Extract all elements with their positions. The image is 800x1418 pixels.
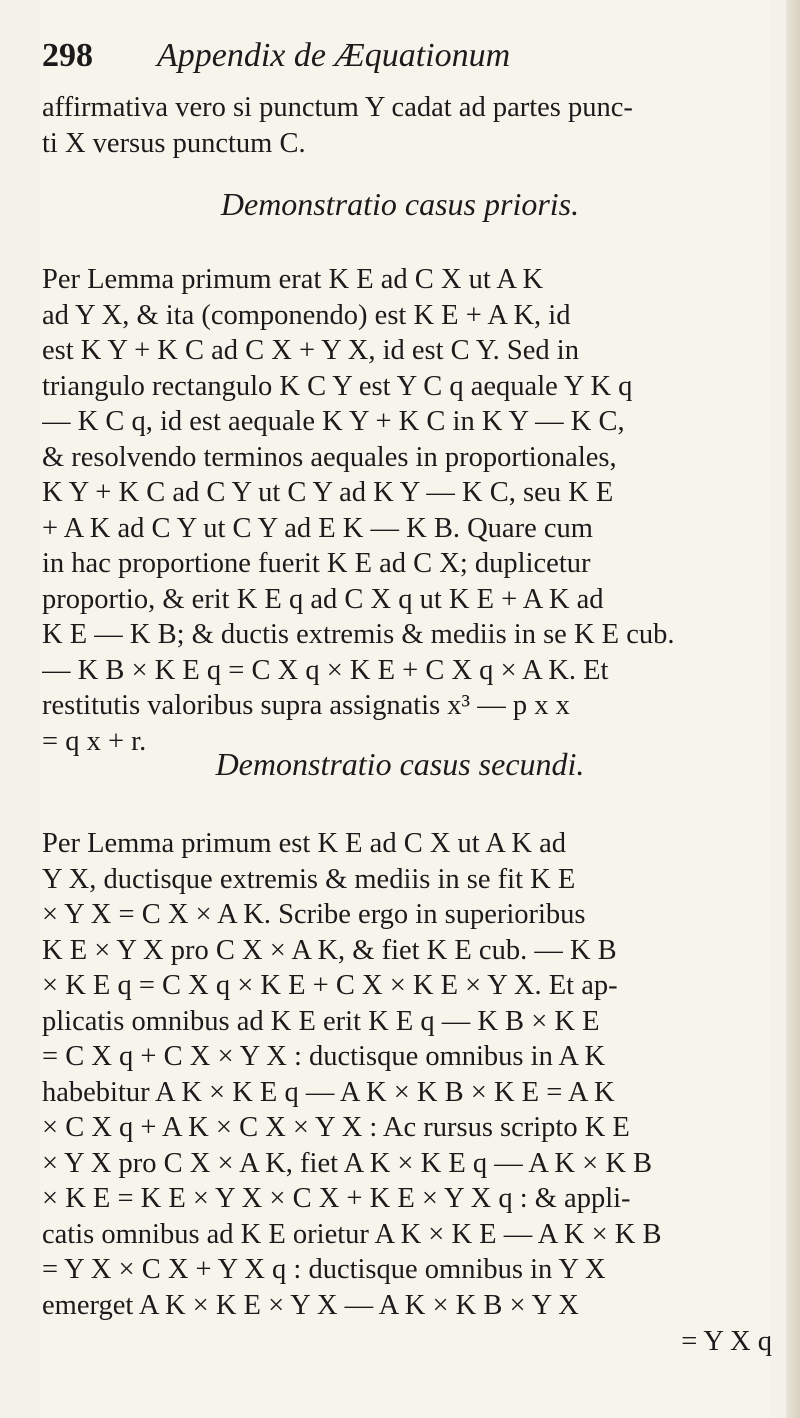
text-line: × Y X pro C X × A K, fiet A K × K E q — A K × K B bbox=[42, 1147, 653, 1179]
running-head: Appendix de Æquationum bbox=[157, 37, 511, 74]
text-line: = C X q + C X × Y X : ductisque omnibus in A K bbox=[42, 1041, 606, 1072]
text-line: ad Y X, & ita (componendo) est K E + A K, id bbox=[42, 299, 571, 331]
text-line: & resolvendo terminos aequales in proportionales, bbox=[42, 441, 617, 473]
final-line: = Y X q bbox=[681, 1326, 772, 1357]
text-line: Per Lemma primum est K E ad C X ut A K ad bbox=[42, 828, 567, 859]
text-line: restitutis valoribus supra assignatis x³ — p x x bbox=[42, 690, 570, 721]
text-line: est K Y + K C ad C X + Y X, id est C Y. Sed in bbox=[42, 335, 579, 366]
text-line: ti X versus punctum C. bbox=[42, 127, 306, 159]
page-number: 298 bbox=[42, 37, 93, 74]
text-line: habebitur A K × K E q — A K × K B × K E = A K bbox=[42, 1076, 615, 1108]
text-line: × C X q + A K × C X × Y X : Ac rursus scripto K E bbox=[42, 1112, 630, 1143]
paragraph-case-prior bbox=[42, 262, 742, 759]
text-line: plicatis omnibus ad K E erit K E q — K B × K E bbox=[42, 1005, 600, 1037]
text-line: K E — K B; & ductis extremis & mediis in se K E cub. bbox=[42, 619, 675, 650]
text-line: = q x + r. bbox=[42, 725, 147, 757]
text-line: K E × Y X pro C X × A K, & fiet K E cub. — K B bbox=[42, 934, 617, 966]
paragraph-case-second bbox=[42, 826, 742, 1323]
text-line: × K E = K E × Y X × C X + K E × Y X q : & appli- bbox=[42, 1183, 631, 1214]
text-line: = Y X × C X + Y X q : ductisque omnibus in Y X bbox=[42, 1254, 606, 1285]
text-line: × K E q = C X q × K E + C X × K E × Y X. Et ap- bbox=[42, 970, 618, 1001]
text-line: in hac proportione fuerit K E ad C X; duplicetur bbox=[42, 548, 591, 579]
text-line: Per Lemma primum erat K E ad C X ut A K bbox=[42, 264, 544, 295]
text-line: K Y + K C ad C Y ut C Y ad K Y — K C, seu K E bbox=[42, 477, 614, 508]
text-line: × Y X = C X × A K. Scribe ergo in superioribus bbox=[42, 899, 586, 930]
text-line: triangulo rectangulo K C Y est Y C q aequale Y K q bbox=[42, 370, 633, 402]
text-line: + A K ad C Y ut C Y ad E K — K B. Quare cum bbox=[42, 512, 593, 544]
heading-case-prior: Demonstratio casus prioris. bbox=[220, 186, 580, 222]
intro-text bbox=[42, 90, 742, 161]
page-header bbox=[42, 26, 732, 86]
heading-case-second: Demonstratio casus secundi. bbox=[215, 746, 585, 782]
text-line: — K B × K E q = C X q × K E + C X q × A K. Et bbox=[42, 654, 609, 686]
text-line: affirmativa vero si punctum Y cadat ad partes punc- bbox=[42, 92, 633, 123]
text-line: — K C q, id est aequale K Y + K C in K Y — K C, bbox=[42, 406, 625, 437]
text-line: proportio, & erit K E q ad C X q ut K E + A K ad bbox=[42, 583, 604, 615]
text-line: Y X, ductisque extremis & mediis in se fit K E bbox=[42, 863, 576, 895]
text-line: emerget A K × K E × Y X — A K × K B × Y X bbox=[42, 1289, 579, 1321]
text-line: catis omnibus ad K E orietur A K × K E — A K × K B bbox=[42, 1218, 662, 1250]
